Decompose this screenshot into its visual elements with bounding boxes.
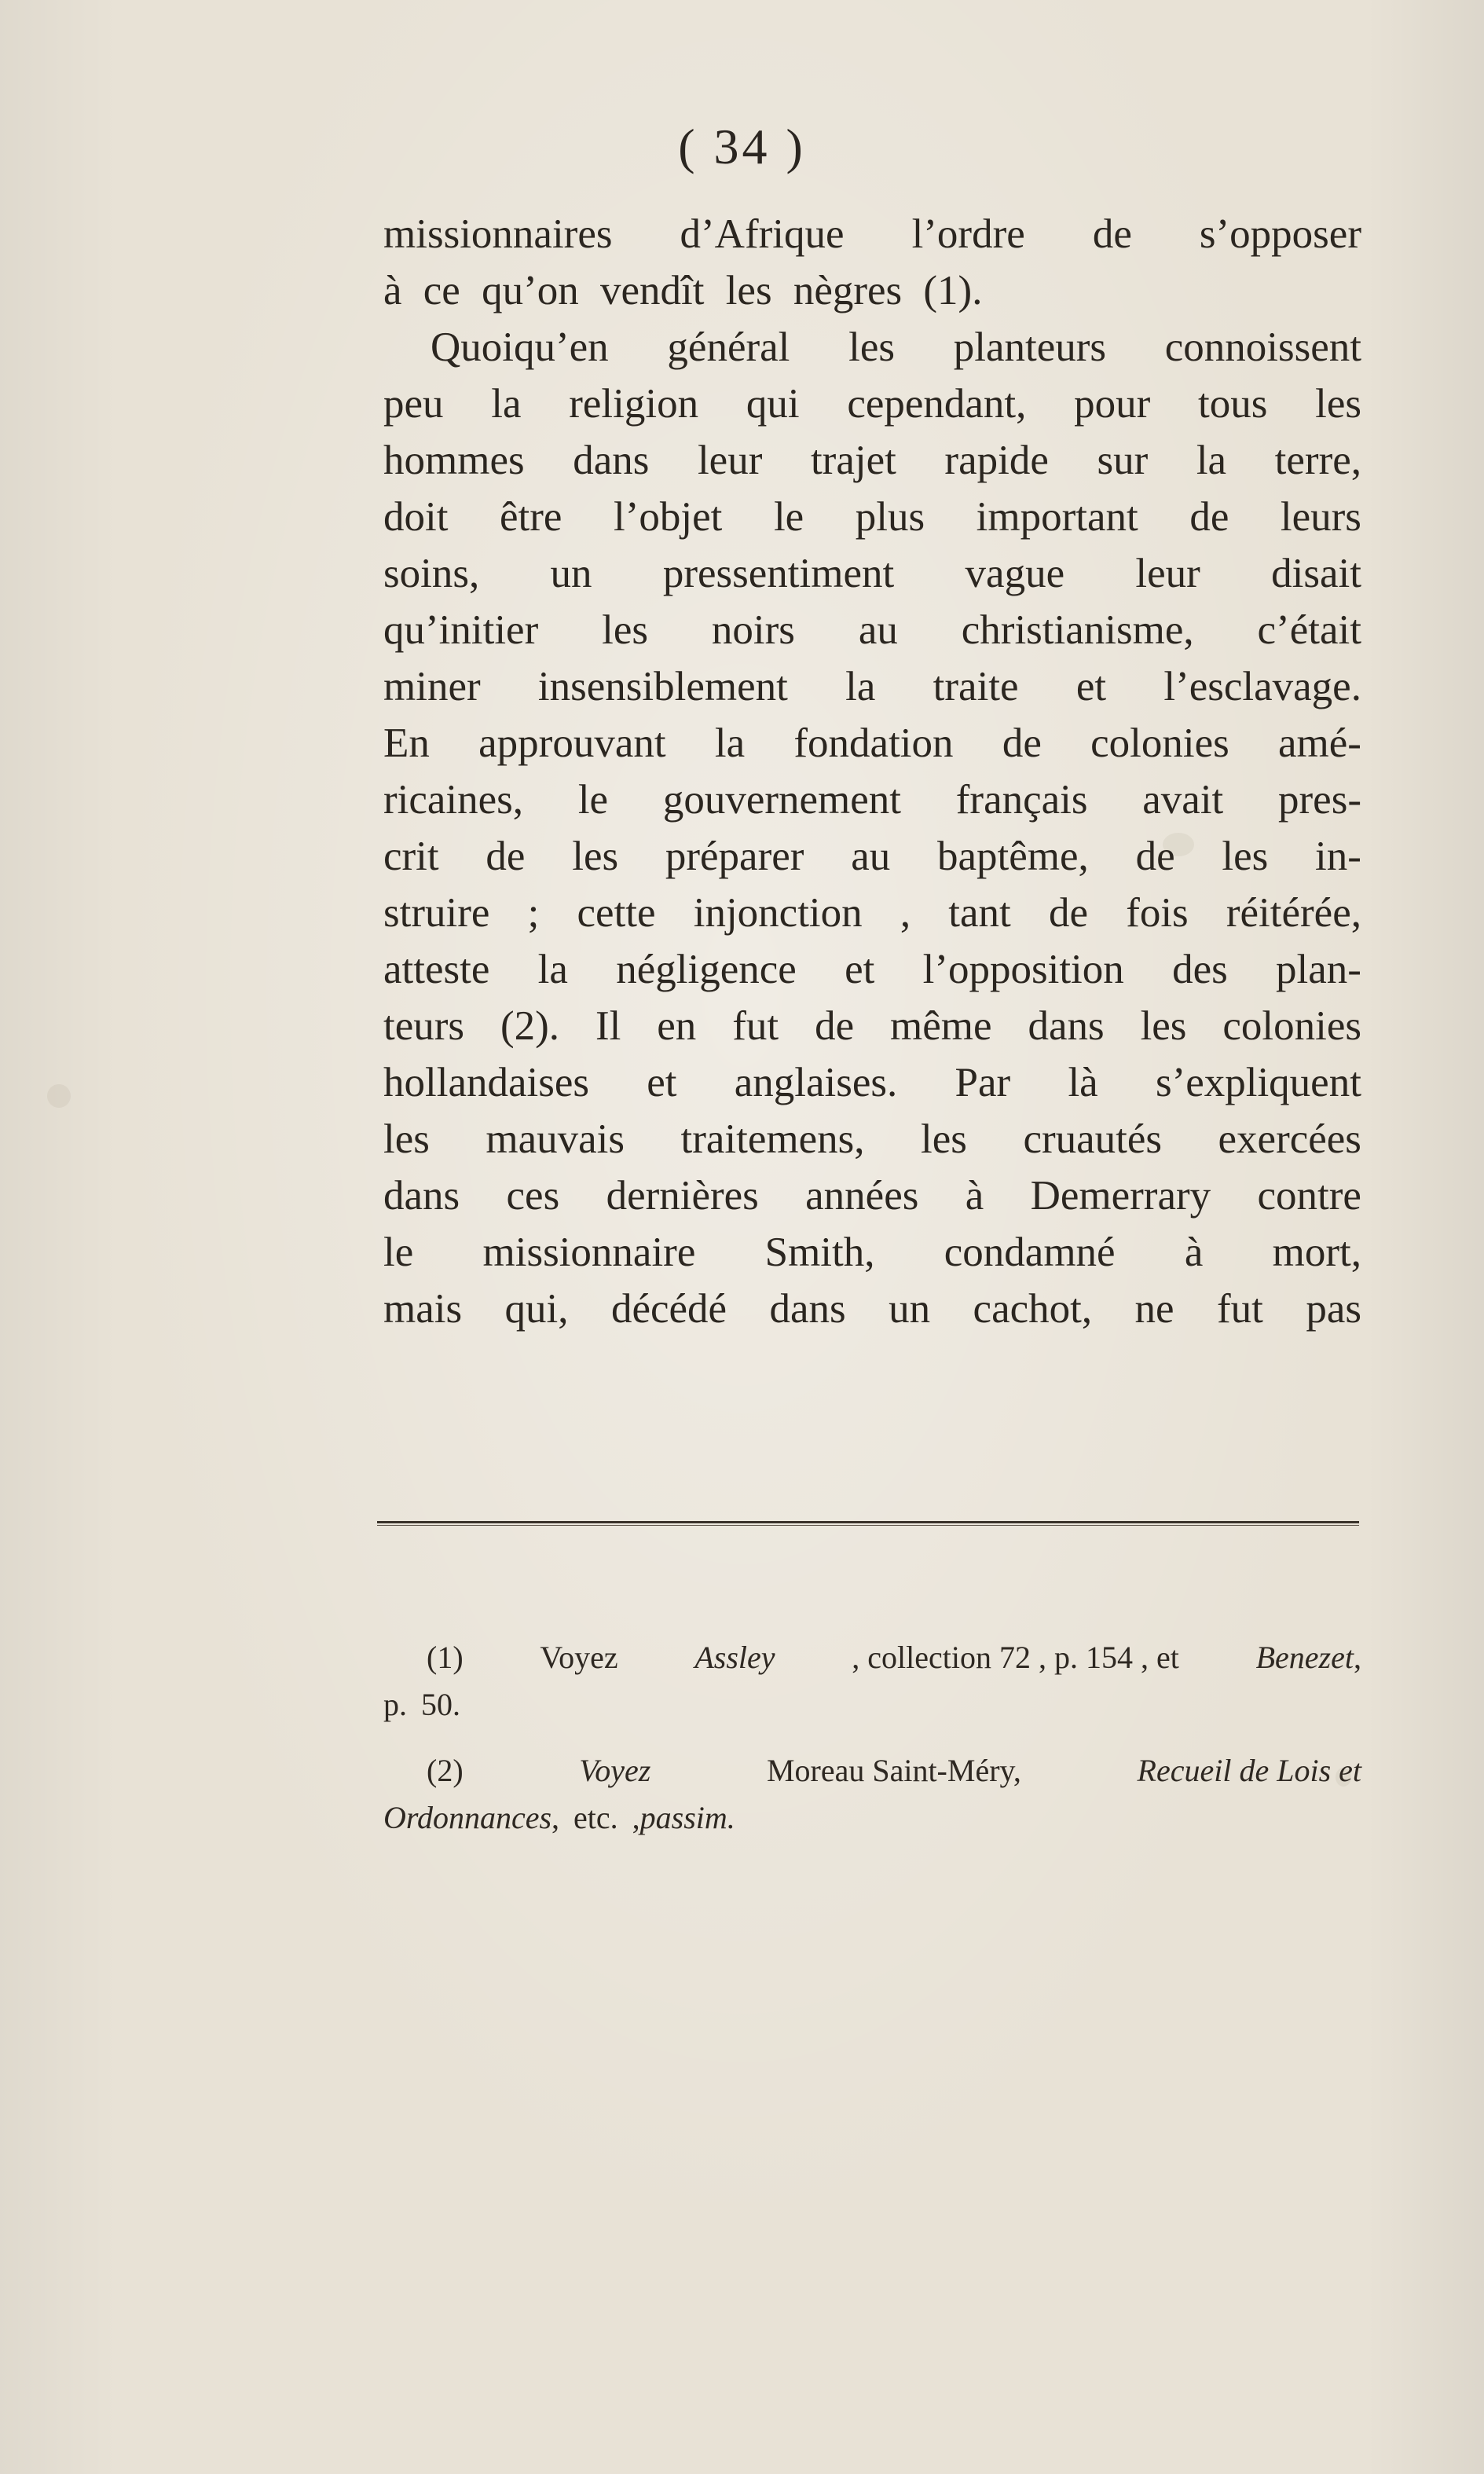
footnote-1-marker: (1) — [427, 1640, 464, 1675]
body-line: missionnaires d’Afrique l’ordre de s’opposer — [383, 211, 1361, 257]
body-line: qu’initier les noirs au christianisme, c’était — [383, 607, 1361, 653]
body-line: miner insensiblement la traite et l’esclavage. — [383, 664, 1361, 709]
body-line: En approuvant la fondation de colonies amé- — [383, 720, 1361, 766]
footnote-2-line-1 — [383, 1747, 1361, 1794]
body-line: atteste la négligence et l’opposition des plan- — [383, 947, 1361, 992]
footnote-1-voyez: Voyez — [540, 1640, 618, 1675]
body-line: hollandaises et anglaises. Par là s’expliquent — [383, 1060, 1361, 1105]
body-line: les mauvais traitemens, les cruautés exercées — [383, 1116, 1361, 1162]
footnote-1-collection: , collection 72 , p. 154 , et — [852, 1640, 1179, 1675]
footnote-1 — [383, 1634, 1361, 1728]
body-line: mais qui, décédé dans un cachot, ne fut pas — [383, 1286, 1361, 1332]
footnote-2-author: Moreau Saint-Méry, — [766, 1753, 1021, 1788]
footnote-2-voyez: Voyez — [579, 1753, 651, 1788]
footnote-1-benezet: Benezet — [1255, 1640, 1354, 1675]
footnote-1-page: p. 50. — [383, 1687, 460, 1722]
footnote-1-comma: , — [1353, 1640, 1361, 1675]
footnote-2-etc: , etc. , — [551, 1800, 640, 1835]
body-line: à ce qu’on vendît les nègres (1). — [383, 268, 983, 313]
body-text — [383, 206, 1361, 1337]
footnote-2-line-2 — [383, 1794, 1361, 1842]
body-line: struire ; cette injonction , tant de fois réitérée, — [383, 890, 1361, 936]
footnote-1-author: Assley — [694, 1640, 775, 1675]
body-line: le missionnaire Smith, condamné à mort, — [383, 1230, 1361, 1275]
footnote-1-line-2 — [383, 1681, 1361, 1728]
footnote-1-line-1 — [383, 1634, 1361, 1681]
footnote-2-marker: (2) — [427, 1753, 464, 1788]
body-line: dans ces dernières années à Demerrary contre — [383, 1173, 1361, 1219]
footnote-2-ordonnances: Ordonnances — [383, 1800, 552, 1835]
body-line: soins, un pressentiment vague leur disait — [383, 551, 1361, 596]
page-number: ( 34 ) — [678, 119, 806, 174]
footnote-2-passim: passim. — [639, 1800, 735, 1835]
footnote-rule-thin — [377, 1525, 1359, 1526]
footnote-2-title: Recueil de Lois et — [1137, 1753, 1361, 1788]
body-line: ricaines, le gouvernement français avait pres- — [383, 777, 1361, 823]
body-line: Quoiqu’en général les planteurs connoissent — [431, 324, 1361, 370]
body-line: doit être l’objet le plus important de leurs — [383, 494, 1361, 540]
footnotes — [383, 1634, 1361, 1860]
body-line: crit de les préparer au baptême, de les in- — [383, 834, 1361, 879]
footnote-2 — [383, 1747, 1361, 1842]
footnote-rule — [377, 1521, 1359, 1523]
body-line: teurs (2). Il en fut de même dans les colonies — [383, 1003, 1361, 1049]
paper-stain — [47, 1084, 71, 1108]
body-line: hommes dans leur trajet rapide sur la terre, — [383, 438, 1361, 483]
body-line: peu la religion qui cependant, pour tous les — [383, 381, 1361, 427]
